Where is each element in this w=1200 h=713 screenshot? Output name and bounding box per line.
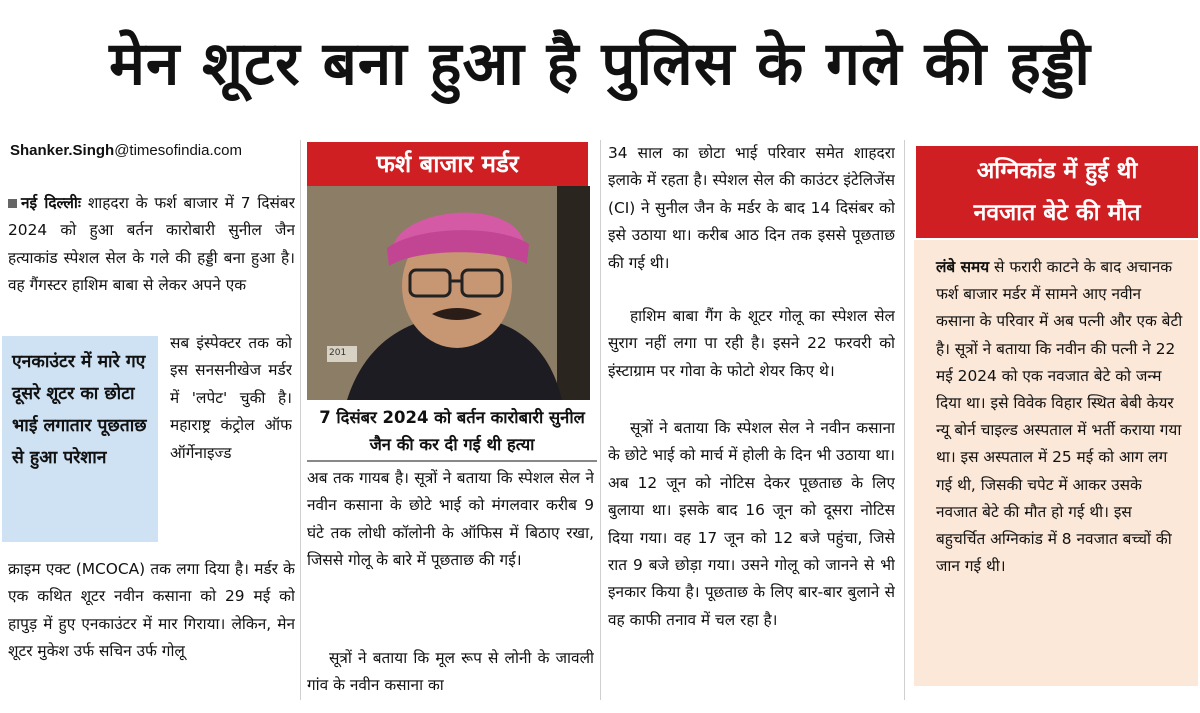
column-divider xyxy=(904,140,905,700)
column-divider xyxy=(600,140,601,700)
col1-para-narrow: सब इंस्पेक्टर तक को इस सनसनीखेज मर्डर में 'लपेट' चुकी है। महाराष्ट्र कंट्रोल ऑफ ऑर्गेनाइज्ड xyxy=(170,334,292,462)
sidebar-box xyxy=(914,240,1198,686)
column-divider xyxy=(300,140,301,700)
headline: मेन शूटर बना हुआ है पुलिस के गले की हड्डी xyxy=(109,29,1091,99)
dateline-marker-icon xyxy=(8,199,17,208)
dateline: नई दिल्लीः xyxy=(21,194,81,212)
highlight-box-text: एनकाउंटर में मारे गए दूसरे शूटर का छोटा भाई लगातार पूछताछ से हुआ परेशान xyxy=(12,352,147,468)
byline-name: Shanker.Singh xyxy=(10,142,115,159)
sidebar-banner-line2: नवजात बेटे की मौत xyxy=(973,200,1141,226)
sidebar-lead: लंबे समय xyxy=(936,258,990,276)
col1-para1-top: शाहदरा के फर्श बाजार में 7 दिसंबर 2024 को हुआ बर्तन कारोबारी सुनील जैन हत्याकांड स्पेशल सेल के गले की हड्डी बना हुआ है। वह गैंगस्टर हाशिम बाबा से लेकर अपने एक xyxy=(8,194,295,295)
sidebar-banner-line1: अग्निकांड में हुई थी xyxy=(976,158,1138,184)
col2-para1: अब तक गायब है। सूत्रों ने बताया कि स्पेशल सेल ने नवीन कसाना के छोटे भाई को मंगलवार करीब 9 घंटे तक लोधी कॉलोनी के ऑफिस में बिठाए रखा, जिससे गोलू के बारे में पूछताछ की गई। xyxy=(307,469,594,570)
byline xyxy=(10,140,300,162)
portrait-illustration xyxy=(307,186,590,400)
section-banner: फर्श बाजार मर्डर xyxy=(307,142,588,186)
photo-caption: 7 दिसंबर 2024 को बर्तन कारोबारी सुनील जैन की कर दी गई थी हत्या xyxy=(319,408,585,454)
col3-para1: 34 साल का छोटा भाई परिवार समेत शाहदरा इलाके में रहता है। स्पेशल सेल की काउंटर इंटेलिजेंस (CI) ने सुनील जैन के मर्डर के बाद 14 दिसंबर को इसे उठाया था। करीब आठ दिन तक इससे पूछताछ की गई थी। xyxy=(608,144,895,272)
sidebar-banner xyxy=(916,146,1198,238)
col3-para2: हाशिम बाबा गैंग के शूटर गोलू का स्पेशल सेल सुराग नहीं लगा पा रही है। इसने 22 फरवरी को इंस्टाग्राम पर गोवा के फोटो शेयर किए थे। xyxy=(608,307,895,380)
col1-para-top xyxy=(8,190,295,330)
col3-para3: सूत्रों ने बताया कि स्पेशल सेल ने नवीन कसाना के छोटे भाई को मार्च में होली के दिन भी उठाया था। अब 12 जून को नोटिस देकर पूछताछ के लिए बुलाया था। इसके बाद 16 जून को दूसरा नोटिस दिया गया। वह 17 जून को 12 बजे पहुंचा, जिसे रात 9 बजे छोड़ा गया। उसने गोलू को जानने से भी इनकार किया है। पूछताछ के लिए बार-बार बुलाने से वह काफी तनाव में चल रहा है। xyxy=(608,419,895,629)
sidebar-text xyxy=(936,254,1184,580)
highlight-box xyxy=(2,336,158,542)
byline-handle[interactable]: @timesofindia.com xyxy=(114,142,242,159)
col2-para2: सूत्रों ने बताया कि मूल रूप से लोनी के जावली गांव के नवीन कसाना का xyxy=(307,649,594,695)
victim-photo xyxy=(307,186,590,400)
col1-para-bottom: क्राइम एक्ट (MCOCA) तक लगा दिया है। मर्डर के एक कथित शूटर नवीन कसाना को 29 मई को हापुड़ में हुए एनकाउंटर में मार गिराया। लेकिन, मेन शूटर मुकेश उर्फ सचिन उर्फ गोलू xyxy=(8,560,295,661)
photo-tag: 201 xyxy=(329,348,347,358)
sidebar-body: से फरारी काटने के बाद अचानक फर्श बाजार मर्डर में सामने आए नवीन कसाना के परिवार में अब पत्नी और एक बेटी है। सूत्रों ने बताया कि नवीन की पत्नी ने 22 मई 2024 को एक नवजात बेटे को जन्म दिया था। इसे विवेक विहार स्थित बेबी केयर न्यू बोर्न चाइल्ड अस्पताल में भर्ती कराया गया था। इस अस्पताल में 25 मई को आग लग गई थी, जिसकी चपेट में आकर उसके नवजात बेटे की मौत हो गई थी। इस बहुचर्चित अग्निकांड में 8 नवजात बच्चों की जान गई थी। xyxy=(936,258,1183,576)
caption-rule xyxy=(307,460,597,462)
